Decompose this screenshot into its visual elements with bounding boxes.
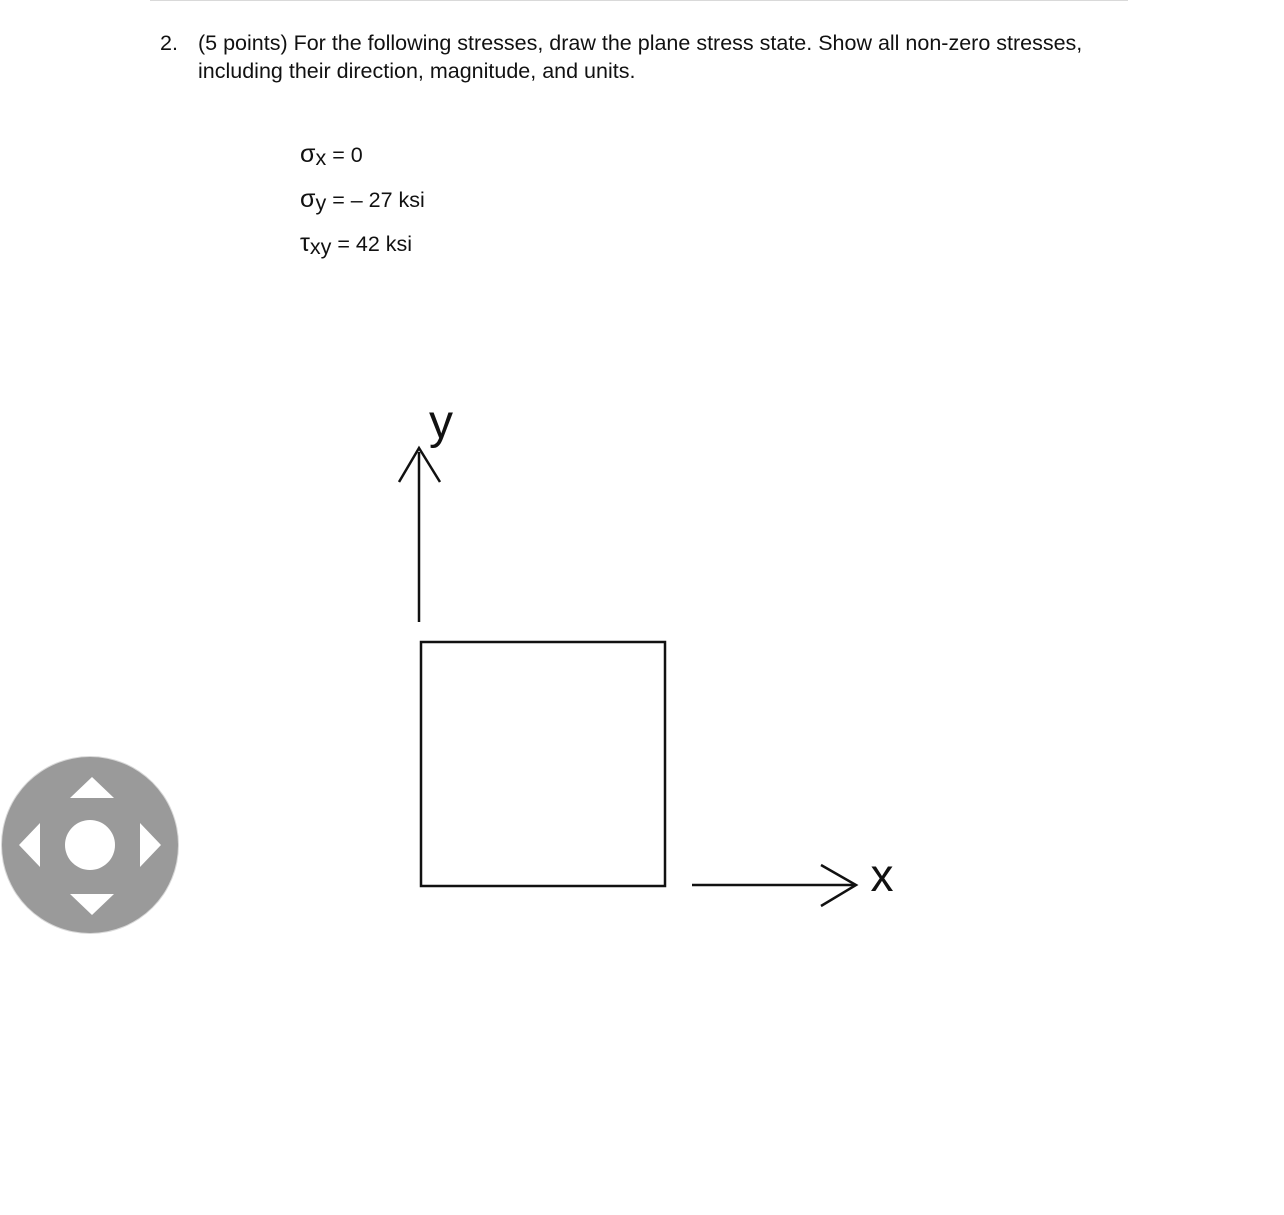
tau-xy-value: = 42 ksi — [337, 232, 413, 256]
arrow-down-icon[interactable] — [70, 894, 114, 915]
x-axis-label: x — [870, 849, 894, 901]
sigma-x-value: = 0 — [332, 143, 363, 167]
arrow-right-icon[interactable] — [140, 823, 161, 867]
question-text-line-2: including their direction, magnitude, and units. — [198, 59, 636, 83]
y-axis-label: y — [429, 396, 453, 449]
sigma-symbol: σ — [300, 185, 316, 213]
question-number: 2. — [160, 31, 178, 55]
stress-element-square — [421, 642, 665, 886]
circle-icon[interactable] — [65, 820, 115, 870]
question-text-line-1: (5 points) For the following stresses, draw the plane stress state. Show all non-zero stresses, — [198, 31, 1083, 55]
sigma-x-subscript: x — [315, 146, 327, 170]
sigma-y-value: = – 27 ksi — [332, 188, 425, 212]
arrow-left-icon[interactable] — [19, 823, 40, 867]
sigma-symbol: σ — [300, 140, 316, 168]
arrow-up-icon[interactable] — [70, 777, 114, 798]
sigma-y-subscript: y — [315, 191, 327, 215]
tau-symbol: τ — [300, 229, 310, 257]
tau-xy-subscript: xy — [309, 235, 332, 259]
navigation-pad[interactable] — [2, 757, 178, 933]
